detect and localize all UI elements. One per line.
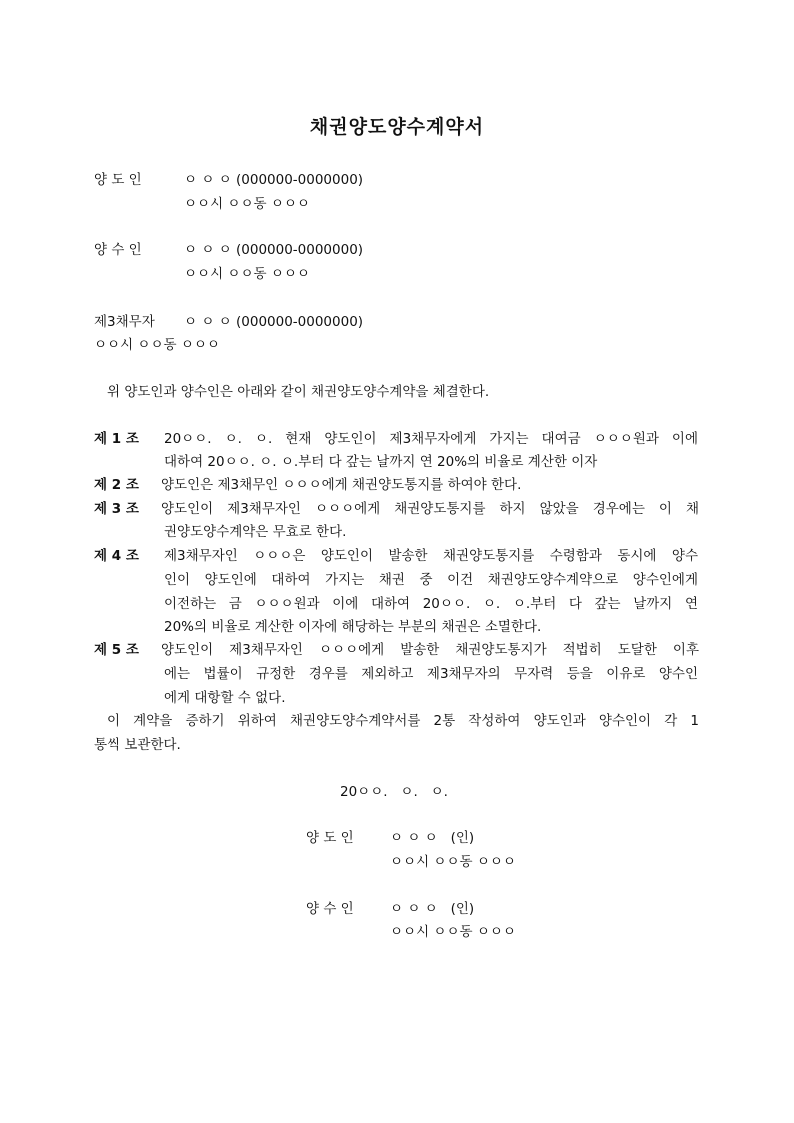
article-2-label: 제 2 조 <box>94 477 139 493</box>
article-2-line-1: 양도인은 제3채무인 ㅇㅇㅇ에게 채권양도통지를 하여야 한다. <box>161 477 522 493</box>
signature-assignee-label: 양 수 인 <box>306 901 354 917</box>
article-4-line-4: 20%의 비율로 계산한 이자에 해당하는 부분의 채권은 소멸한다. <box>164 619 542 635</box>
article-4-line-3: 이전하는 금 ㅇㅇㅇ원과 이에 대하여 20ㅇㅇ. ㅇ. ㅇ.부터 다 갚는 날까지 연 <box>164 596 698 612</box>
intro-text: 위 양도인과 양수인은 아래와 같이 채권양도양수계약을 체결한다. <box>107 384 490 400</box>
article-3-label: 제 3 조 <box>94 501 139 517</box>
article-1-line-2: 대하여 20ㅇㅇ. ㅇ. ㅇ.부터 다 갚는 날까지 연 20%의 비율로 계산한 이자 <box>164 454 598 470</box>
assignor-address: ㅇㅇ시 ㅇㅇ동 ㅇㅇㅇ <box>184 196 310 212</box>
contract-date: 20ㅇㅇ. ㅇ. ㅇ. <box>340 784 448 800</box>
article-4-line-1: 제3채무자인 ㅇㅇㅇ은 양도인이 발송한 채권양도통지를 수령함과 동시에 양수 <box>164 548 698 564</box>
article-4-line-2: 인이 양도인에 대하여 가지는 채권 중 이건 채권양도양수계약으로 양수인에게 <box>164 572 698 588</box>
assignee-name: ㅇ ㅇ ㅇ (000000-0000000) <box>184 242 364 258</box>
assignor-name: ㅇ ㅇ ㅇ (000000-0000000) <box>184 172 364 188</box>
article-1-label: 제 1 조 <box>94 431 139 447</box>
signature-assignor-name: ㅇ ㅇ ㅇ (인) <box>390 830 475 846</box>
third-debtor-name: ㅇ ㅇ ㅇ (000000-0000000) <box>184 314 364 330</box>
article-4-label: 제 4 조 <box>94 548 139 564</box>
article-5-line-2: 에는 법률이 규정한 경우를 제외하고 제3채무자의 무자력 등을 이유로 양수인 <box>164 666 698 682</box>
signature-assignee-name: ㅇ ㅇ ㅇ (인) <box>390 901 475 917</box>
page-title: 채권양도양수계약서 <box>309 116 485 138</box>
article-5-label: 제 5 조 <box>94 642 139 658</box>
third-debtor-label: 제3채무자 <box>94 314 155 330</box>
assignee-address: ㅇㅇ시 ㅇㅇ동 ㅇㅇㅇ <box>184 266 310 282</box>
article-3-line-2: 권양도양수계약은 무효로 한다. <box>164 524 347 540</box>
article-5-line-3: 에게 대항할 수 없다. <box>164 690 286 706</box>
assignee-label: 양 수 인 <box>94 242 142 258</box>
signature-assignee-address: ㅇㅇ시 ㅇㅇ동 ㅇㅇㅇ <box>390 924 516 940</box>
closing-line-2: 통씩 보관한다. <box>94 737 181 753</box>
signature-assignor-label: 양 도 인 <box>306 830 354 846</box>
article-1-line-1: 20ㅇㅇ. ㅇ. ㅇ. 현재 양도인이 제3채무자에게 가지는 대여금 ㅇㅇㅇ원과 이에 <box>164 431 698 447</box>
article-5-line-1: 양도인이 제3채무자인 ㅇㅇㅇ에게 발송한 채권양도통지가 적법히 도달한 이후 <box>161 642 699 658</box>
closing-line-1: 이 계약을 증하기 위하여 채권양도양수계약서를 2통 작성하여 양도인과 양수인이 각 1 <box>107 713 699 729</box>
signature-assignor-address: ㅇㅇ시 ㅇㅇ동 ㅇㅇㅇ <box>390 854 516 870</box>
assignor-label: 양 도 인 <box>94 172 142 188</box>
article-3-line-1: 양도인이 제3채무자인 ㅇㅇㅇ에게 채권양도통지를 하지 않았을 경우에는 이 채 <box>161 501 699 517</box>
third-debtor-address: ㅇㅇ시 ㅇㅇ동 ㅇㅇㅇ <box>94 337 220 353</box>
